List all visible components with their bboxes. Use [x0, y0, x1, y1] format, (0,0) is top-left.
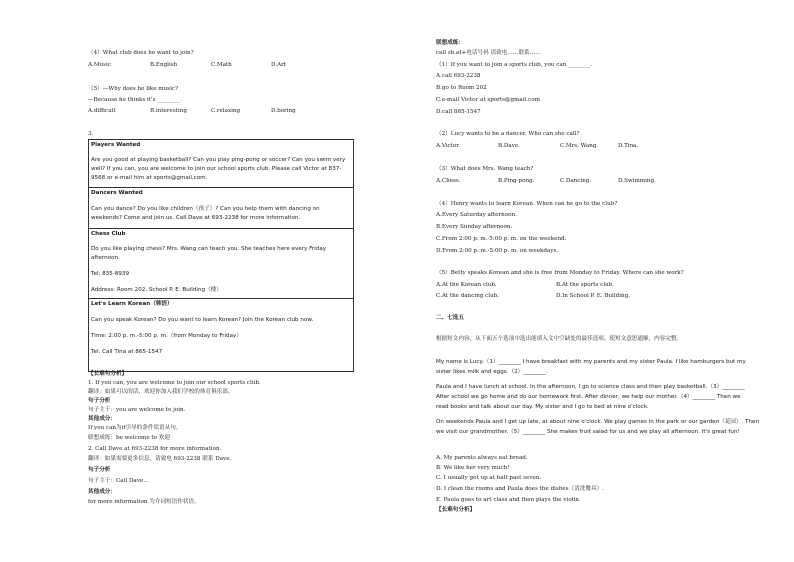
q5-question: （5）—Why does he like music? — [88, 86, 178, 92]
ad-players-line: Are you good at playing basketball? Can you play ping-pong or soccer? Can you swim very — [91, 157, 346, 163]
ad-korean-title: Let's Learn Korean（韩语） — [91, 301, 173, 307]
r-q4-question: （4）Henry wants to learn Korean. When can he go to the club? — [436, 201, 618, 207]
choice-d[interactable]: D. I clean the rooms and Paula does the dishes（清洗餐具）. — [436, 486, 604, 492]
analysis-line: 其他成分： — [88, 489, 116, 495]
r-q3-option-b[interactable]: B.Ping-pong. — [498, 178, 535, 184]
r-q5-question: （5）Betty speaks Korean and she is free from Monday to Friday. Where can she work? — [436, 270, 684, 276]
ad-korean-line: Can you speak Korean? Do you want to learn Korean? Join the Korean club now. — [91, 317, 314, 323]
q5-answer-line: —Because he thinks it's ________. — [88, 97, 182, 103]
analysis-line: 翻译：如果可以的话，欢迎你加入我们学校的体育俱乐部。 — [88, 389, 234, 395]
r-q5-option-d[interactable]: D.In School P. E. Building. — [556, 293, 630, 299]
choice-a[interactable]: A. My parents always eat bread. — [436, 455, 528, 461]
r-q1-question: （1）If you want to join a sports club, you can ________. — [436, 62, 593, 68]
ad-players-line: well? If you can, you are welcome to join our school sports club. Please call Victor at 837- — [91, 166, 342, 172]
ad-chess-line: Do you like playing chess? Mrs. Wang can teach you. She teaches here every Friday — [91, 246, 327, 252]
choice-b[interactable]: B. We like her very much! — [436, 465, 510, 471]
r-q1-option-d[interactable]: D.call 865-1547 — [436, 109, 481, 115]
r-q3-question: （3）What does Mrs. Wang teach? — [436, 166, 534, 172]
passage-line: Paula and I have lunch at school. In the afternoon, I go to science class and then play basketball.（3）________ — [436, 384, 745, 390]
r-q4-option-a[interactable]: A.Every Saturday afternoon. — [436, 212, 517, 218]
analysis-line: 句子分析 — [88, 467, 111, 473]
passage-line: My name is Lucy.（1）________ I have breakfast with my parents and my sister Paula. I like hamburgers but my — [436, 359, 746, 365]
analysis-line: 其他成分： — [88, 416, 116, 422]
instruction-text: 根据短文内容，从下面五个选项中选出能填入文中空缺处的最佳选项。使短文意思通顺，内容完整。 — [436, 336, 683, 342]
r-q2-option-a[interactable]: A.Victor. — [436, 143, 461, 149]
passage-line: read books and talk about our day. My sister and I go to bed at nine o'clock. — [436, 404, 649, 410]
ad-chess-tel: Tel: 835-8939 — [91, 271, 130, 277]
passage-line: On weekends Paula and I get up late, at about nine o'clock. We play games in the park or our garden（花园）. Then — [436, 419, 759, 425]
passage-line: sister likes milk and eggs.（2）________. — [436, 369, 548, 375]
analysis-line: for more information 为介词短语作状语。 — [88, 499, 200, 505]
analysis-line: 1. If you can, you are welcome to join our school sports club. — [88, 380, 261, 386]
q5-option-d[interactable]: D.boring — [271, 108, 296, 114]
q5-option-c[interactable]: C.relaxing — [211, 108, 241, 114]
q4-option-d[interactable]: D.Art — [271, 62, 287, 68]
ad-chess-line: afternoon. — [91, 255, 120, 261]
passage-line: After school we go home and do our homework first. After dinner, we help our mother.（4）________ Then we — [436, 394, 741, 400]
ad-players-line: 9568 or e-mail him at sports@gmail.com. — [91, 175, 208, 181]
ad-dancers-line: weekends? Come and join us. Call Dave at 693-2238 for more information. — [91, 215, 301, 221]
analysis-line: 翻译：如果需要更多信息，请致电 693-2238 联系 Dave。 — [88, 456, 236, 462]
q4-option-c[interactable]: C.Math — [211, 62, 232, 68]
analysis-line: 句子主干：Call Dave... — [88, 478, 149, 484]
ad-players-title: Players Wanted — [91, 142, 141, 148]
analysis-line: 句子分析 — [88, 398, 111, 404]
ad-chess-club — [89, 228, 353, 299]
ad-korean-tel: Tel: Call Tina at 865-1547 — [91, 349, 163, 355]
analysis-line: 2. Call Dave at 693-2238 for more information. — [88, 446, 222, 452]
r-q3-option-a[interactable]: A.Chess. — [436, 178, 461, 184]
ads-table — [88, 139, 354, 372]
analysis-line: If you can为if引导的条件状语从句。 — [88, 425, 182, 431]
r-q5-option-c[interactable]: C.At the dancing club. — [436, 293, 500, 299]
q4-question: （4）What club does he want to join? — [88, 50, 194, 56]
r-q1-option-b[interactable]: B.go to Room 202 — [436, 85, 487, 91]
r-q1-option-a[interactable]: A.call 693-2238 — [436, 73, 481, 79]
ad-dancers-wanted — [89, 187, 353, 229]
passage-line: we visit our grandmother.（5）________ She makes fruit salad for us and we play all afternoon. It's great fun! — [436, 429, 740, 435]
ad-chess-address: Address: Room 202, School P. E. Building（楼） — [91, 287, 222, 293]
section-2-title: 二、七选五 — [436, 315, 464, 321]
r-q2-option-b[interactable]: B.Dave. — [498, 143, 520, 149]
right-analysis-heading: 【长难句分析】 — [436, 507, 476, 513]
q4-option-b[interactable]: B.English — [150, 62, 178, 68]
r-q5-option-a[interactable]: A.At the Korean club. — [436, 282, 497, 288]
ad-chess-title: Chess Club — [91, 231, 126, 237]
section-3-number: 3. — [88, 131, 94, 137]
r-q3-option-d[interactable]: D.Swimming. — [618, 178, 656, 184]
r-q3-option-c[interactable]: C.Dancing. — [560, 178, 592, 184]
lianxiang-heading: 联想成练： — [436, 40, 464, 46]
analysis-heading: 【长难句分析】 — [88, 371, 128, 377]
r-q2-option-c[interactable]: C.Mrs. Wang. — [560, 143, 599, 149]
r-q4-option-b[interactable]: B.Every Sunday afternoon. — [436, 224, 513, 230]
call-phrase-line: call sb.at+电话号码 请致电……联系…… — [436, 50, 541, 56]
r-q1-option-c[interactable]: C.e-mail Victor at sports@gmail.com — [436, 97, 540, 103]
r-q4-option-d[interactable]: D.From 2:00 p. m.-5:00 p. m. on weekdays. — [436, 248, 559, 254]
ad-learn-korean — [89, 298, 353, 371]
q5-option-b[interactable]: B.interesting — [150, 108, 187, 114]
r-q5-option-b[interactable]: B.At the sports club. — [556, 282, 615, 288]
analysis-line: 联想成练：be welcome to 欢迎 — [88, 435, 170, 441]
ad-korean-time: Time: 2:00 p. m.-5:00 p. m.（from Monday to Friday） — [91, 333, 242, 339]
q5-option-a[interactable]: A.difficult — [88, 108, 116, 114]
analysis-line: 句子主干：you are welcome to join. — [88, 407, 186, 413]
ad-dancers-line: Can you dance? Do you like children（孩子）? Can you help them with dancing on — [91, 206, 320, 212]
ad-dancers-title: Dancers Wanted — [91, 190, 143, 196]
q4-option-a[interactable]: A.Music — [88, 62, 111, 68]
choice-e[interactable]: E. Paula goes to art class and then plays the violin. — [436, 497, 581, 503]
choice-c[interactable]: C. I usually get up at half past seven. — [436, 475, 542, 481]
r-q2-question: （2）Lucy wants to be a dancer. Who can she call? — [436, 131, 580, 137]
r-q2-option-d[interactable]: D.Tina. — [618, 143, 639, 149]
r-q4-option-c[interactable]: C.From 2:00 p. m.-5:00 p. m. on the weekend. — [436, 236, 567, 242]
ad-players-wanted — [89, 140, 353, 188]
